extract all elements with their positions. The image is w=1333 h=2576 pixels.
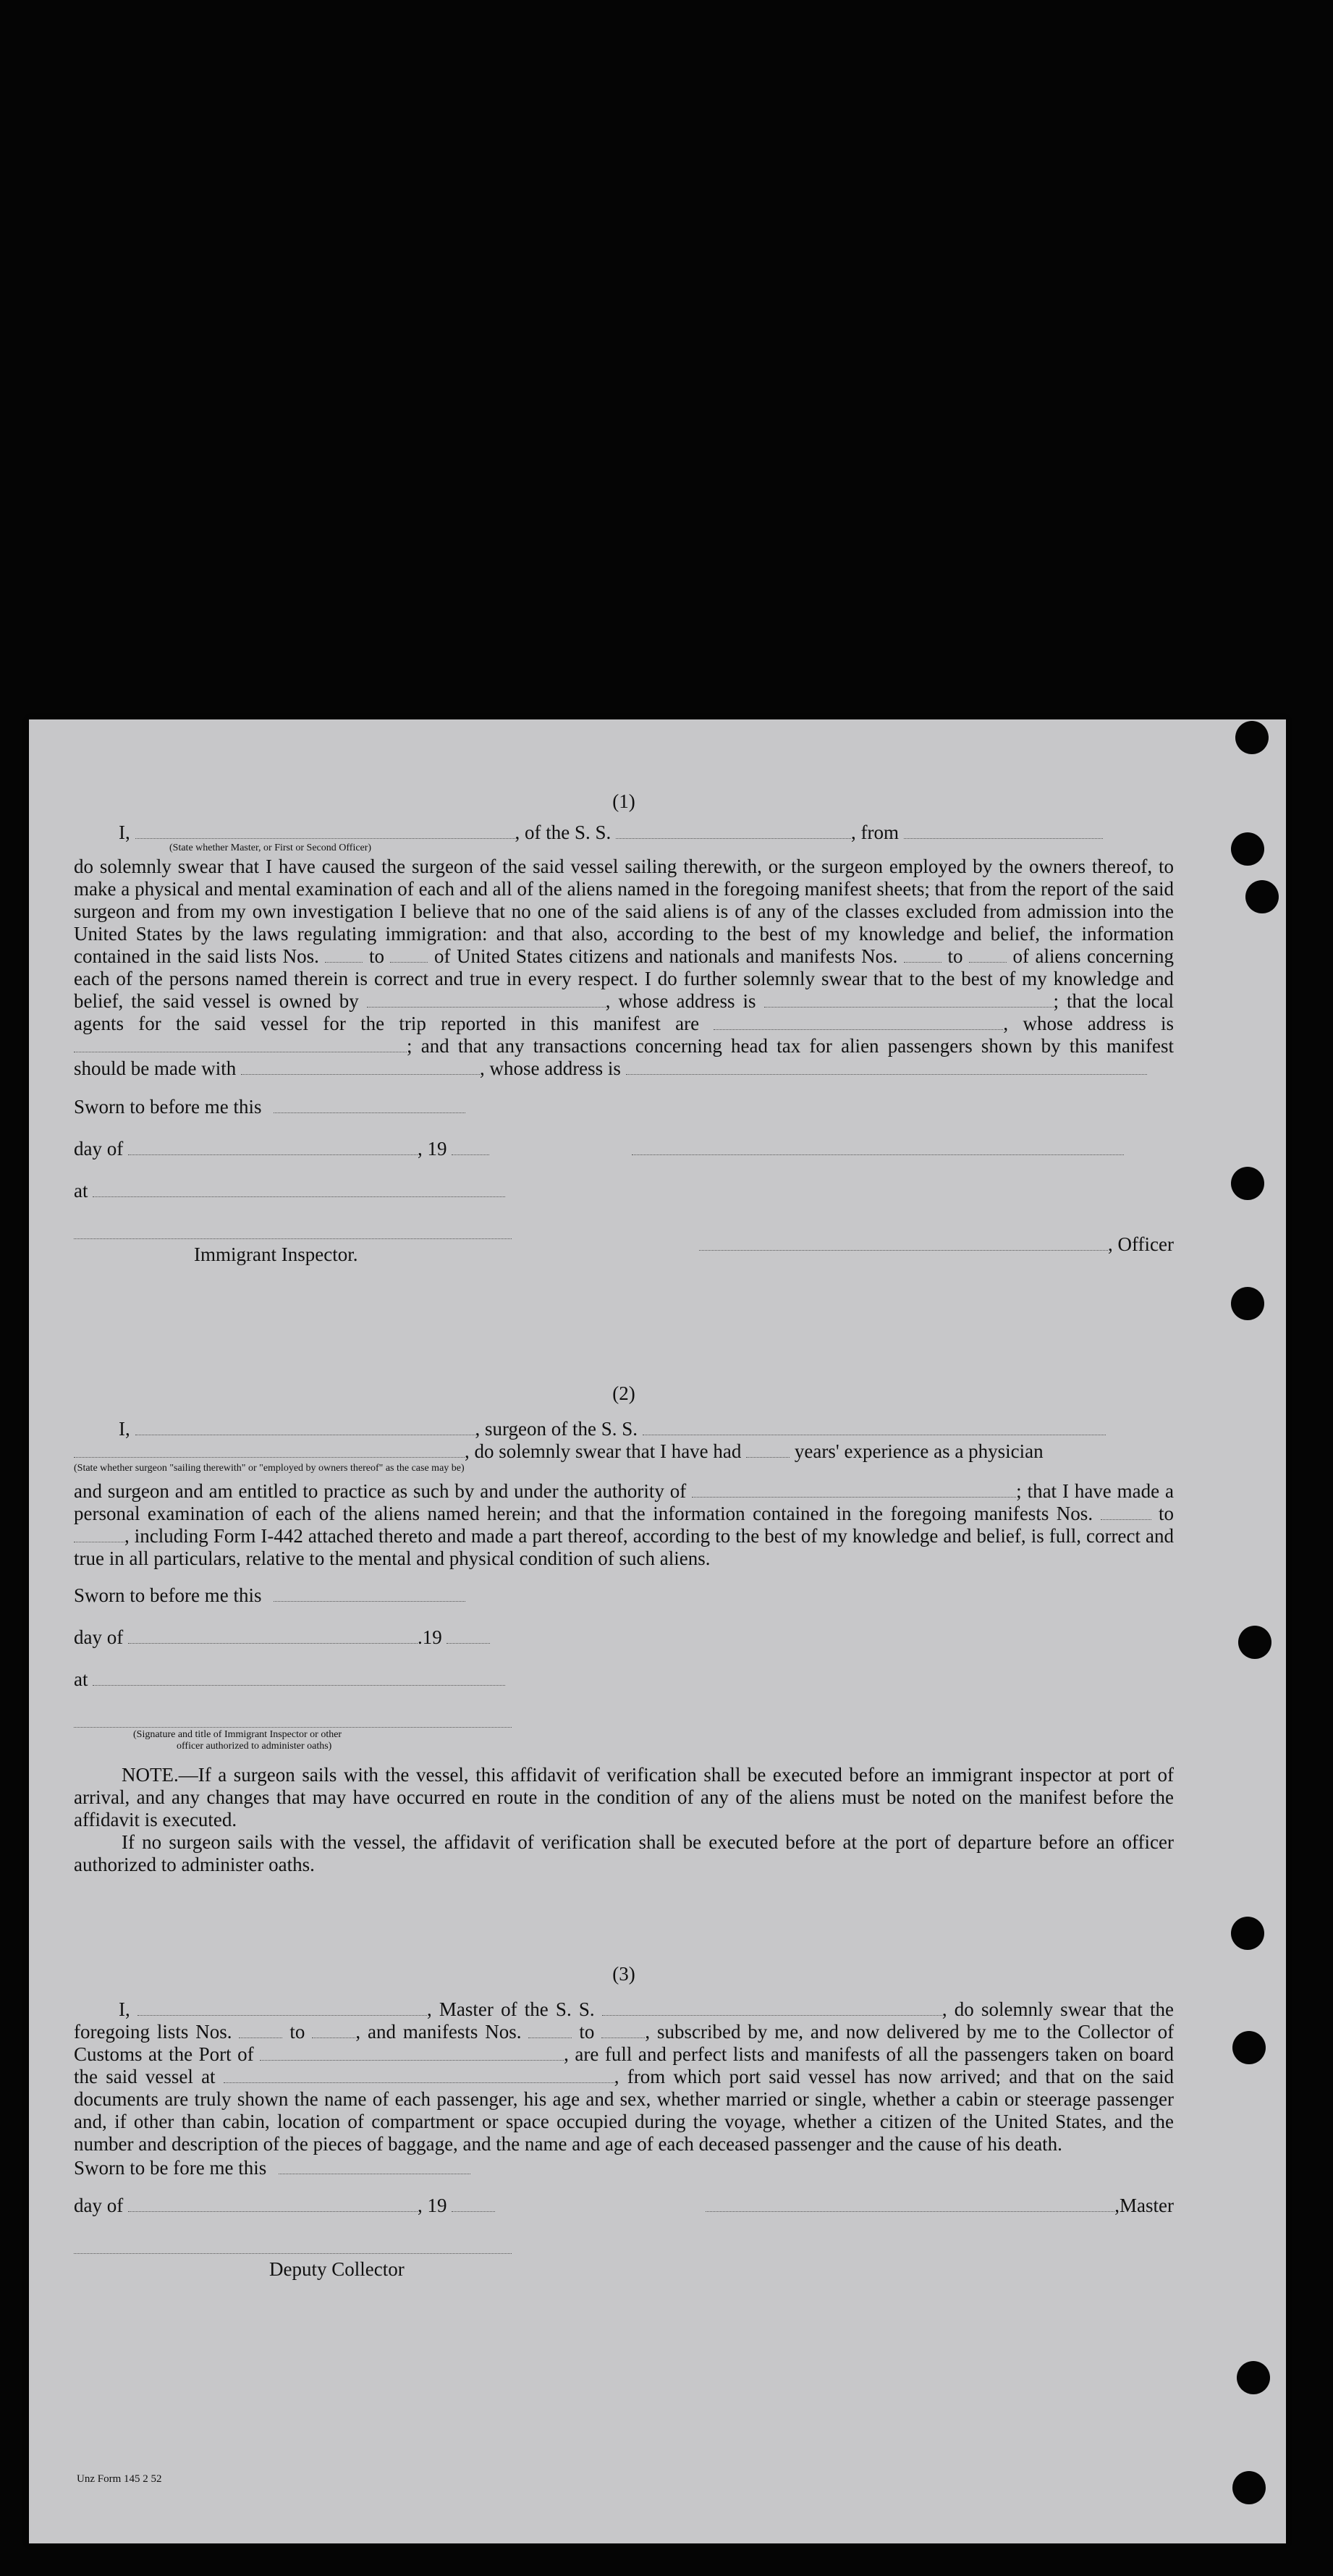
surgeon-of-label: , surgeon of the S. S. [475,1418,638,1440]
manifest-from-field[interactable] [904,947,941,963]
port-field[interactable] [260,2045,564,2061]
surgeon-name-field[interactable] [135,1420,475,1435]
section-1-master-affidavit [74,790,1174,1285]
note-paragraph-1: NOTE.—If a surgeon sails with the vessel, this affidavit of verification shall be executed before an immigrant inspector at port of arrival, and any changes that may have occurred en route in the condition of any of the aliens must be noted on the manifest before the affidavit is executed. [74,1764,1174,1830]
form-number: Unz Form 145 2 52 [77,2473,162,2485]
of-ss-label: , of the S. S. [515,822,612,843]
master-label: ,Master [1114,2195,1174,2216]
inspector-signature-field[interactable] [74,1224,512,1239]
officer-name-field[interactable] [135,824,515,839]
surgeon-hint: (State whether surgeon "sailing therewith" or "employed by owners thereof" as the case may be) [74,1463,465,1474]
sworn-block-2 [74,1584,1174,1752]
sworn-date-field[interactable] [279,2159,470,2174]
signature-hint-2: officer authorized to administer oaths) [177,1741,332,1752]
vessel-name-field[interactable] [616,824,851,839]
punch-hole [1232,2031,1266,2064]
sworn-block-1 [74,1096,1174,1285]
manifests-from-field[interactable] [1101,1505,1151,1520]
authority-field[interactable] [692,1482,1016,1498]
from-label: , from [851,822,899,843]
manifests-to-field[interactable] [74,1527,124,1542]
section-2-body: and surgeon and am entitled to practice as such by and under the authority of ; that I have made a personal examination of each of the aliens named herein; and that the information contained in the foregoing manifests Nos. to , including Form I-442 attached thereto and made a part thereof, according to the best of my knowledge and belief, is full, correct and true in all particulars, relative to the mental and physical condition of such aliens. [74,1480,1175,1569]
citizen-list-from-field[interactable] [325,947,363,963]
year-label: , 19 [417,1138,447,1160]
place-field[interactable] [93,1182,505,1197]
citizen-list-to-field[interactable] [390,947,428,963]
years-label: years' experience as a physician [794,1440,1044,1462]
sworn-date-field[interactable] [274,1098,465,1113]
manifests-from-field[interactable] [528,2023,572,2038]
sworn-date-field[interactable] [274,1587,465,1602]
sworn-label: Sworn to before me this [74,1096,262,1118]
punch-hole [1231,1287,1264,1320]
lists-to-field[interactable] [312,2023,355,2038]
collector-signature-field[interactable] [74,2239,512,2254]
officer-title-field[interactable] [699,1236,1108,1251]
day-of-label: day of [74,2195,124,2216]
master-vessel-field[interactable] [602,2001,942,2016]
at-label: at [74,1668,88,1690]
place-field[interactable] [93,1671,505,1686]
month-field[interactable] [128,2197,418,2212]
note-paragraph-2: If no surgeon sails with the vessel, the affidavit of verification shall be executed before at the port of departure before an officer authorized to administer oaths. [74,1831,1174,1875]
immigrant-inspector-label: Immigrant Inspector. [194,1243,358,1265]
section-number: (3) [612,1963,635,1985]
i-label: I, [119,822,130,843]
manifest-to-field[interactable] [969,947,1007,963]
punch-hole [1231,832,1264,866]
head-tax-address-field[interactable] [626,1060,1147,1075]
punch-hole [1238,1626,1271,1659]
officer-signature-field[interactable] [632,1140,1124,1155]
manifests-to-field[interactable] [601,2023,645,2038]
master-signature-field[interactable] [706,2197,1114,2212]
section-3-body: I, , Master of the S. S. , do solemnly swear that the foregoing lists Nos. to , and manifests Nos. to , subscribed by me, and now delivered by me to the Collector of Customs at the Port of , are full and perfect lists and manifests of all the passengers taken on board the said vessel at , from which port said vessel has now arrived; and that on the said documents are truly shown the name of each passenger, his age and sex, whether married or single, whether a cabin or steerage passenger and, if other than cabin, location of compartment or space occupied during the voyage, whether a citizen of the United States, and the number and description of the pieces of baggage, and the name and age of each deceased passenger and the cause of his death. [74,1998,1175,2155]
i-label: I, [119,1418,130,1440]
sworn-block-3 [74,2157,1174,2300]
punch-hole [1237,2361,1270,2394]
punch-hole [1245,880,1279,913]
head-tax-party-field[interactable] [241,1060,480,1075]
day-of-label: day of [74,1626,124,1648]
year-field[interactable] [452,1140,489,1155]
at-label: at [74,1180,88,1202]
year-field[interactable] [452,2197,495,2212]
signature-hint-1: (Signature and title of Immigrant Inspector or other [133,1729,342,1740]
year-label: , 19 [417,2195,447,2216]
section-number: (1) [612,790,635,812]
from-port-field[interactable] [904,824,1103,839]
swear-label: , do solemnly swear that I have had [465,1440,742,1462]
agents-address-field[interactable] [74,1037,407,1052]
surgeon-vessel-field[interactable] [643,1420,1106,1435]
section-3-master-manifest-oath [74,1963,1174,2300]
section-number: (2) [612,1382,635,1404]
punch-hole [1231,1917,1264,1950]
punch-hole [1235,721,1269,754]
master-name-field[interactable] [137,2001,427,2016]
punch-hole [1231,1167,1264,1200]
year-field[interactable] [447,1629,490,1644]
owner-address-field[interactable] [764,992,1054,1008]
section-1-body: do solemnly swear that I have caused the surgeon of the said vessel sailing therewith, or the surgeon employed by the owners thereof, to make a physical and mental examination of each and all of the aliens named in the foregoing manifest sheets; that from the report of the said surgeon and from my own investigation I believe that no one of the said aliens is of any of the classes excluded from admission into the United States by the laws regulating immigration: and that also, according to the best of my knowledge and belief, the information contained in the said lists Nos. to of United States citizens and nationals and manifests Nos. to of aliens concerning each of the persons named therein is correct and true in every respect. I do further solemnly swear that to the best of my knowledge and belief, the said vessel is owned by , whose address is ; that the local agents for the said vessel for the trip reported in this manifest are , whose address is ; and that any transactions concerning head tax for alien passengers shown by this manifest should be made with , whose address is [74,856,1175,1079]
month-field[interactable] [128,1140,418,1155]
officer-hint: (State whether Master, or First or Second Officer) [169,843,372,853]
sworn-label: Sworn to be fore me this [74,2157,267,2179]
inspector-signature-field[interactable] [74,1713,512,1728]
section-2-surgeon-affidavit [74,1382,1174,1876]
local-agents-field[interactable] [714,1015,1003,1030]
surgeon-type-field[interactable] [74,1443,465,1458]
lists-from-field[interactable] [239,2023,282,2038]
departure-port-field[interactable] [224,2068,614,2083]
sworn-label: Sworn to before me this [74,1584,262,1606]
deputy-collector-label: Deputy Collector [269,2258,405,2280]
manifest-affidavit-sheet [29,719,1286,2543]
year-label: .19 [417,1626,442,1648]
day-of-label: day of [74,1138,124,1160]
month-field[interactable] [128,1629,418,1644]
officer-label: , Officer [1108,1233,1174,1255]
years-field[interactable] [746,1443,790,1458]
punch-hole [1232,2471,1266,2504]
owner-field[interactable] [367,992,606,1008]
